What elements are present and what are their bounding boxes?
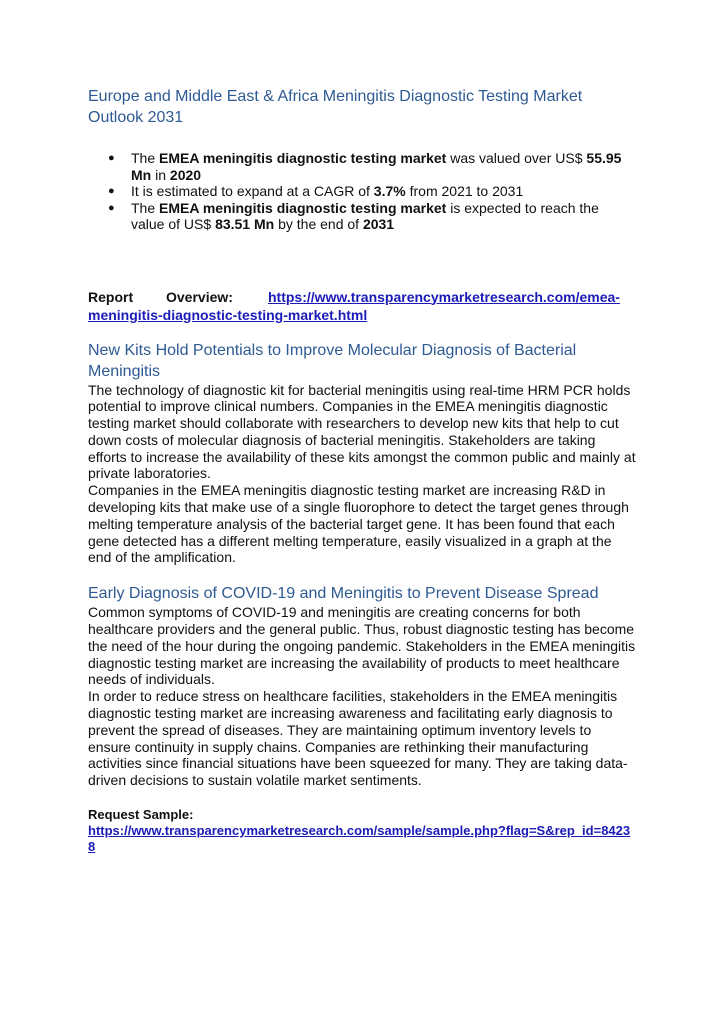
paragraph: Common symptoms of COVID-19 and meningitis are creating concerns for both healthcare providers and the general public. Thus, robust diagnostic testing has become the need of the hour during the ongoing pandemic. Stakeholders in the EMEA meningitis diagnostic testing market are increasing the availability of products to meet healthcare needs of individuals. [88,604,636,688]
report-overview [88,288,636,324]
paragraph: Companies in the EMEA meningitis diagnostic testing market are increasing R&D in developing kits that make use of a single fluorophore to detect the target genes through melting temperature analysis of the bacterial target gene. It has been found that each gene detected has a different melting temperature, easily visualized in a graph at the end of the amplification. [88,482,629,566]
key-fact-text [131,183,523,199]
request-sample-link[interactable]: https://www.transparencymarketresearch.com/sample/sample.php?flag=S&rep_id=84238 [88,823,631,855]
request-sample-label: Request Sample: [88,807,194,823]
text-run: It is estimated to expand at a CAGR of [131,183,374,199]
text-run: The [131,150,160,166]
report-overview-link[interactable]: https://www.transparencymarketresearch.com/emea-meningitis-diagnostic-testing-market.html [88,288,620,323]
bullet-icon: ● [108,152,115,164]
emphasis-text: 3.7% [373,183,406,199]
emphasis-text: 83.51 Mn [215,216,275,232]
main-heading: Europe and Middle East & Africa Meningitis Diagnostic Testing Market Outlook 2031 [88,88,583,126]
document-content [88,86,636,855]
key-fact-text [131,200,599,233]
emphasis-text: EMEA meningitis diagnostic testing market [159,150,447,166]
paragraph: In order to reduce stress on healthcare facilities, stakeholders in the EMEA meningitis diagnostic testing market are increasing awareness and facilitating early diagnosis to prevent the spread of diseases. They are maintaining optimum inventory levels to ensure continuity in supply chains. Companies are rethinking their manufacturing activities since financial situations have been squeezed for many. They are taking data-driven decisions to sustain volatile market sentiments. [88,688,628,789]
text-run: was valued over US$ [446,150,587,166]
emphasis-text: 2031 [362,216,395,232]
key-fact-text [131,150,621,183]
report-label: Report [88,288,134,305]
section-heading-new-kits: New Kits Hold Potentials to Improve Molecular Diagnosis of Bacterial Meningitis [88,341,577,380]
key-fact-item [88,183,636,200]
text-run: in [151,166,170,183]
text-run: The [131,199,160,216]
text-run: by the end of [274,216,363,232]
emphasis-text: 55.95 Mn [131,150,622,183]
emphasis-text: EMEA meningitis diagnostic testing market [159,199,447,216]
text-run: is expected to reach the value of US$ [131,199,599,232]
section-heading-early-diagnosis: Early Diagnosis of COVID-19 and Meningitis to Prevent Disease Spread [88,585,599,603]
overview-label: Overview: [166,288,233,305]
key-fact-item [88,200,636,233]
key-fact-item [88,150,636,183]
emphasis-text: 2020 [169,166,202,183]
key-facts-list [88,150,636,233]
text-run: from 2021 to 2031 [405,183,524,199]
paragraph: The technology of diagnostic kit for bacterial meningitis using real-time HRM PCR holds potential to improve clinical numbers. Companies in the EMEA meningitis diagnostic testing market should collaborate with researchers to develop new kits that help to cut down costs of molecular diagnosis of bacterial meningitis. Stakeholders are taking efforts to increase the availability of these kits amongst the common public and mainly at private laboratories. [88,381,636,482]
bullet-icon: ● [108,185,115,197]
bullet-icon: ● [108,201,115,214]
